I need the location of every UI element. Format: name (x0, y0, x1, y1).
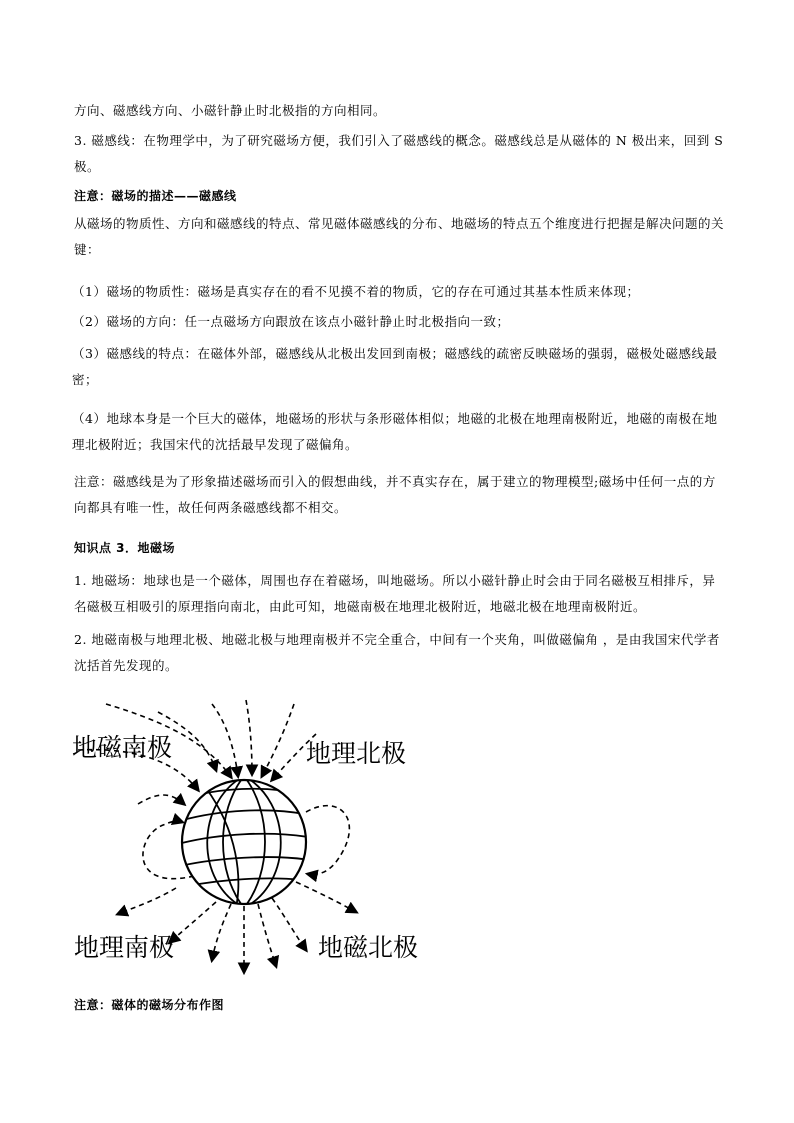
list-item-3: （3）磁感线的特点：在磁体外部，磁感线从北极出发回到南极；磁感线的疏密反映磁场的强弱，磁极处磁感线最密； (72, 346, 718, 387)
paragraph-dimensions: 从磁场的物质性、方向和磁感线的特点、常见磁体磁感线的分布、地磁场的特点五个维度进行把握是解决问题的关键： (74, 216, 725, 257)
paragraph-note-field-lines: 注意：磁感线是为了形象描述磁场而引入的假想曲线，并不真实存在，属于建立的物理模型;磁场中任何一点的方向都具有唯一性，故任何两条磁感线都不相交。 (74, 474, 716, 515)
geomagnetic-field-figure (66, 692, 446, 982)
globe (176, 776, 314, 908)
label-geomagnetic-north: 地磁北极 (318, 933, 419, 962)
label-geographic-south: 地理南极 (74, 933, 175, 962)
list-item-2: （2）磁场的方向：任一点磁场方向跟放在该点小磁针静止时北极指向一致； (72, 314, 510, 329)
label-geographic-north: 地理北极 (306, 739, 407, 768)
figure-caption: 注意：磁体的磁场分布作图 (74, 998, 225, 1012)
text-continuation: 方向、磁感线方向、小磁针静止时北极指的方向相同。 (74, 103, 387, 118)
section-heading: 知识点 3．地磁场 (74, 541, 176, 555)
paragraph-magnetic-field-lines: 3. 磁感线：在物理学中，为了研究磁场方便，我们引入了磁感线的概念。磁感线总是从磁体的 N 极出来，回到 S 极。 (74, 133, 724, 174)
list-item-4: （4）地球本身是一个巨大的磁体，地磁场的形状与条形磁体相似；地磁的北极在地理南极附近，地磁的南极在地理北极附近；我国宋代的沈括最早发现了磁偏角。 (72, 411, 718, 452)
paragraph-declination: 2. 地磁南极与地理北极、地磁北极与地理南极并不完全重合，中间有一个夹角，叫做磁偏角 ，是由我国宋代学者沈括首先发现的。 (74, 632, 720, 673)
note-heading: 注意：磁场的描述——磁感线 (74, 189, 237, 203)
label-geomagnetic-south: 地磁南极 (72, 733, 173, 762)
list-item-1: （1）磁场的物质性：磁场是真实存在的看不见摸不着的物质，它的存在可通过其基本性质来体现； (72, 284, 640, 299)
paragraph-geomagnetic-field: 1. 地磁场：地球也是一个磁体，周围也存在着磁场，叫地磁场。所以小磁针静止时会由于同名磁极互相排斥，异名磁极互相吸引的原理指向南北，由此可知，地磁南极在地理北极附近，地磁北极在地理南极附近。 (74, 573, 716, 614)
